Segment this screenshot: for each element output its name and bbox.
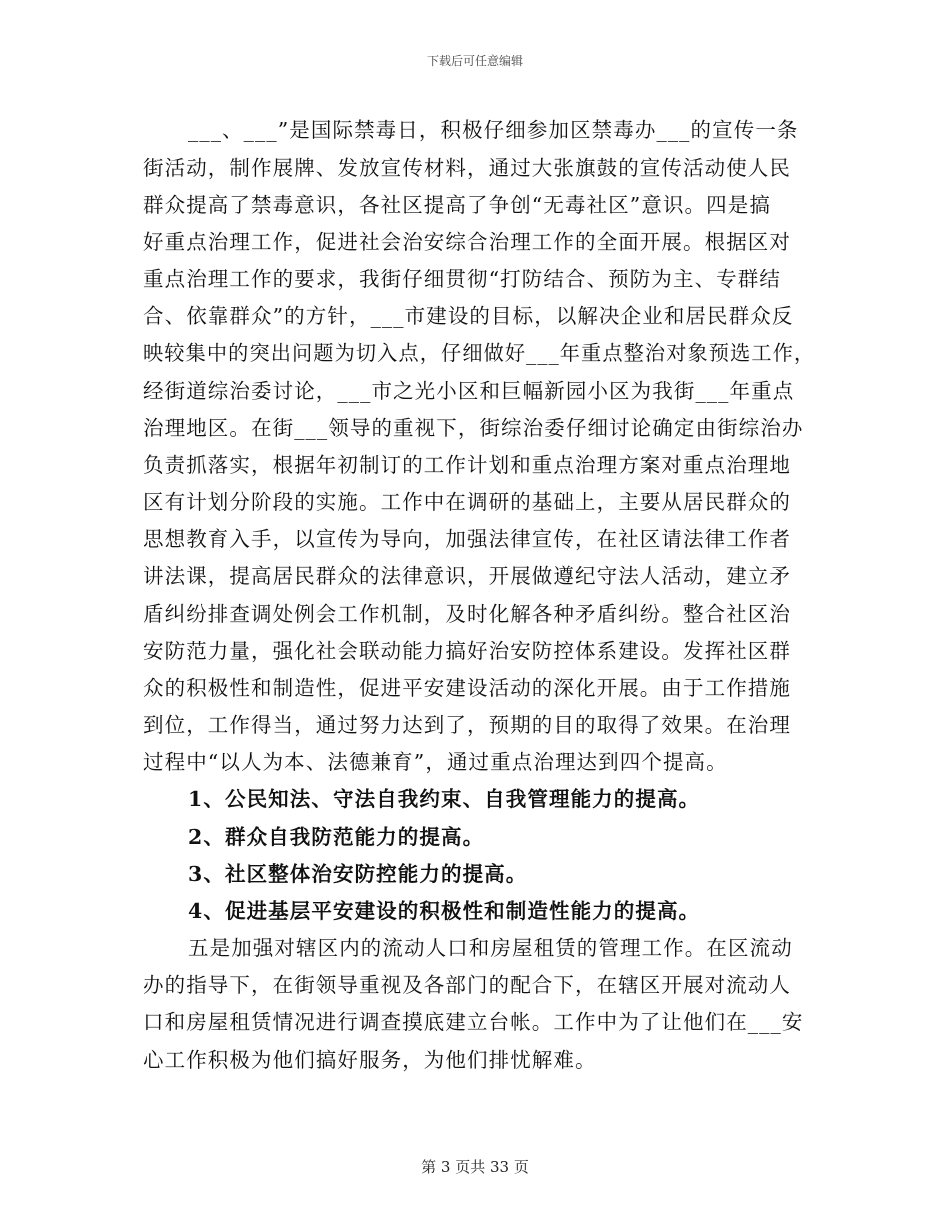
text-line: 众的积极性和制造性，促进平安建设活动的深化开展。由于工作措施 [143,676,791,700]
text-line: 好重点治理工作，促进社会治安综合治理工作的全面开展。根据区对 [143,230,791,254]
text-line: 安防范力量，强化社会联动能力搞好治安防控体系建设。发挥社区群 [143,639,791,663]
text-line: 盾纠纷排查调处例会工作机制，及时化解各种矛盾纠纷。整合社区治 [143,602,791,626]
text-line: 经街道综治委讨论，___市之光小区和巨幅新园小区为我街___年重点 [143,379,795,403]
text-line: 办的指导下，在街领导重视及各部门的配合下，在辖区开展对流动人 [143,973,791,997]
text-line: 治理地区。在街___领导的重视下，街综治委仔细讨论确定由街综治办 [143,416,804,440]
text-line: 映较集中的突出问题为切入点，仔细做好___年重点整治对象预选工作， [143,341,816,365]
text-line: 讲法课，提高居民群众的法律意识，开展做遵纪守法人活动，建立矛 [143,564,791,588]
text-line: 合、依靠群众”的方针，___市建设的目标，以解决企业和居民群众反 [143,304,794,328]
page-footer: 第 3 页共 33 页 [421,1158,529,1176]
text-line: 区有计划分阶段的实施。工作中在调研的基础上，主要从居民群众的 [143,490,791,514]
list-item: 3、社区整体治安防控能力的提高。 [188,862,528,886]
text-line: ___、___”是国际禁毒日，积极仔细参加区禁毒办___的宣传一条 [188,118,799,142]
text-line: 重点治理工作的要求，我街仔细贯彻“打防结合、预防为主、专群结 [143,267,781,291]
text-line: 过程中“以人为本、法德兼育”，通过重点治理达到四个提高。 [143,750,728,774]
text-line: 五是加强对辖区内的流动人口和房屋租赁的管理工作。在区流动 [188,936,793,960]
list-item: 1、公民知法、守法自我约束、自我管理能力的提高。 [188,787,701,811]
page-header: 下载后可任意编辑 [426,54,523,68]
text-line: 街活动，制作展牌、发放宣传材料，通过大张旗鼓的宣传活动使人民 [143,156,791,180]
text-line: 到位，工作得当，通过努力达到了，预期的目的取得了效果。在治理 [143,713,791,737]
list-item: 2、群众自我防范能力的提高。 [188,825,485,849]
text-line: 负责抓落实，根据年初制订的工作计划和重点治理方案对重点治理地 [143,453,791,477]
list-item: 4、促进基层平安建设的积极性和制造性能力的提高。 [188,899,701,923]
text-line: 心工作积极为他们搞好服务，为他们排忧解难。 [143,1048,597,1072]
text-line: 群众提高了禁毒意识，各社区提高了争创“无毒社区”意识。四是搞 [143,193,771,217]
text-line: 口和房屋租赁情况进行调查摸底建立台帐。工作中为了让他们在___安 [143,1010,804,1034]
text-line: 思想教育入手，以宣传为导向，加强法律宣传，在社区请法律工作者 [143,527,791,551]
